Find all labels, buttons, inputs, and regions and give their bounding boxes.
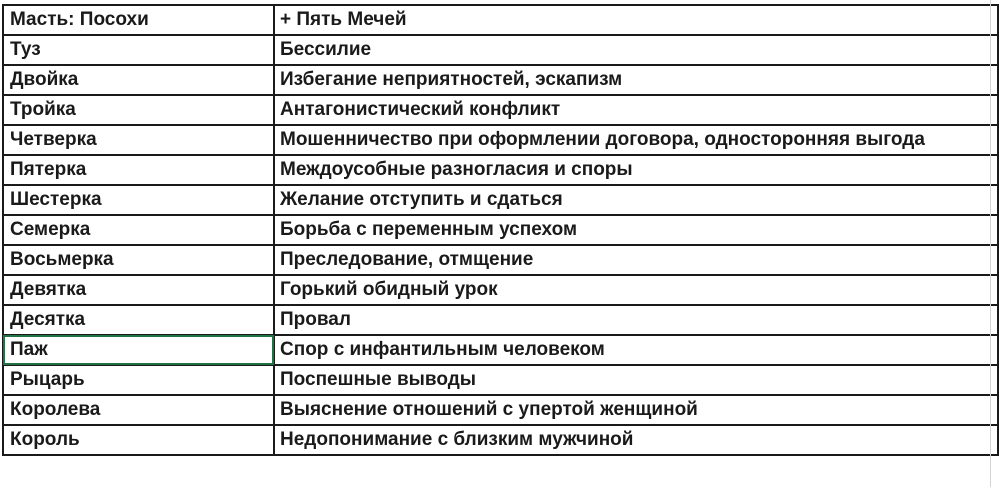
- table-row: [3, 425, 998, 455]
- card-cell[interactable]: Рыцарь: [3, 365, 274, 395]
- meaning-cell[interactable]: Спор с инфантильным человеком: [274, 335, 998, 365]
- meaning-cell[interactable]: Желание отступить и сдаться: [274, 185, 998, 215]
- table-row: [3, 395, 998, 425]
- meaning-cell[interactable]: Провал: [274, 305, 998, 335]
- card-cell[interactable]: Девятка: [3, 275, 274, 305]
- table-row: [3, 35, 998, 65]
- table-row: [3, 65, 998, 95]
- card-cell[interactable]: Восьмерка: [3, 245, 274, 275]
- table-row: [3, 275, 998, 305]
- card-cell[interactable]: Семерка: [3, 215, 274, 245]
- table-header-row: [3, 5, 998, 35]
- table-row: [3, 305, 998, 335]
- table-row: [3, 125, 998, 155]
- card-cell[interactable]: Двойка: [3, 65, 274, 95]
- table-row: [3, 215, 998, 245]
- meaning-cell[interactable]: Борьба с переменным успехом: [274, 215, 998, 245]
- card-cell[interactable]: Туз: [3, 35, 274, 65]
- card-cell[interactable]: Шестерка: [3, 185, 274, 215]
- meaning-cell[interactable]: Избегание неприятностей, эскапизм: [274, 65, 998, 95]
- meaning-cell[interactable]: Междоусобные разногласия и споры: [274, 155, 998, 185]
- meaning-cell[interactable]: Горький обидный урок: [274, 275, 998, 305]
- table-row: [3, 245, 998, 275]
- table-row: [3, 365, 998, 395]
- card-cell[interactable]: Королева: [3, 395, 274, 425]
- card-cell[interactable]: Тройка: [3, 95, 274, 125]
- meaning-cell[interactable]: Бессилие: [274, 35, 998, 65]
- table-row: [3, 95, 998, 125]
- header-cell-combination[interactable]: + Пять Мечей: [274, 5, 998, 35]
- meaning-cell[interactable]: Недопонимание с близким мужчиной: [274, 425, 998, 455]
- meaning-cell[interactable]: Мошенничество при оформлении договора, односторонняя выгода: [274, 125, 998, 155]
- header-cell-suit[interactable]: Масть: Посохи: [3, 5, 274, 35]
- card-cell[interactable]: Четверка: [3, 125, 274, 155]
- meaning-cell[interactable]: Антагонистический конфликт: [274, 95, 998, 125]
- column-gridline: [990, 0, 991, 487]
- meaning-cell[interactable]: Поспешные выводы: [274, 365, 998, 395]
- card-cell[interactable]: Король: [3, 425, 274, 455]
- meaning-cell[interactable]: Преследование, отмщение: [274, 245, 998, 275]
- selected-card-cell[interactable]: Паж: [3, 335, 274, 365]
- card-cell[interactable]: Пятерка: [3, 155, 274, 185]
- tarot-meanings-table: [2, 4, 999, 456]
- meaning-cell[interactable]: Выяснение отношений с упертой женщиной: [274, 395, 998, 425]
- table-row: [3, 335, 998, 365]
- table-row: [3, 185, 998, 215]
- table-row: [3, 155, 998, 185]
- card-cell[interactable]: Десятка: [3, 305, 274, 335]
